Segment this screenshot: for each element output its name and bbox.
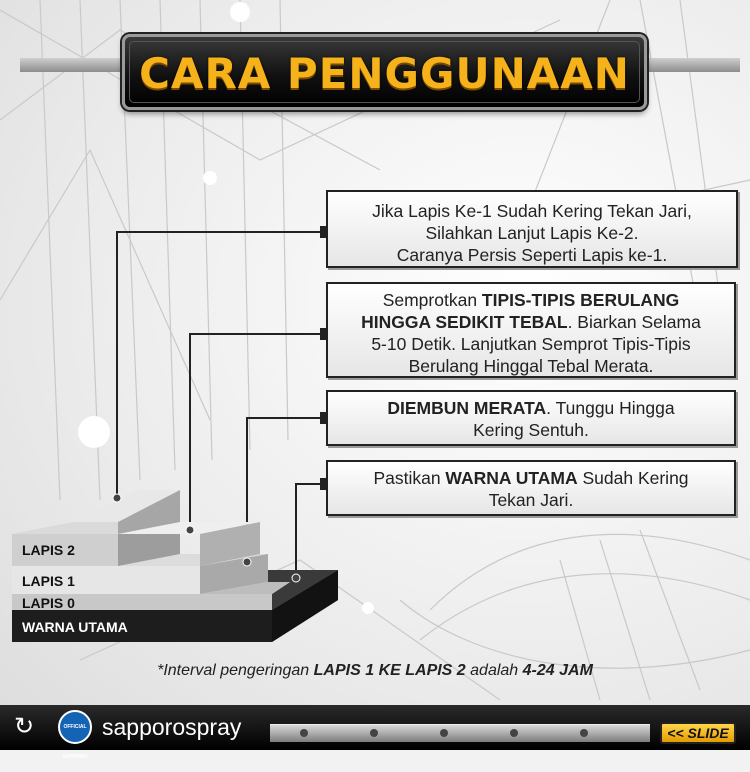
instruction-line: Kering Sentuh.: [473, 420, 589, 440]
rail-bolt: [300, 729, 308, 737]
label-lapis-2: LAPIS 2: [22, 542, 75, 558]
banner-rail-left: [20, 58, 130, 72]
label-warna-utama: WARNA UTAMA: [22, 619, 128, 635]
account-username[interactable]: sapporospray: [102, 714, 242, 740]
instruction-line: [334, 311, 728, 333]
instruction-line: [334, 289, 728, 311]
instruction-line: Berulang Hinggal Tebal Merata.: [408, 356, 654, 376]
avatar-logo-text: OFFICIAL SAPPORO: [62, 724, 88, 760]
instruction-text: Semprotkan: [382, 290, 482, 310]
label-lapis-0: LAPIS 0: [22, 595, 75, 611]
title-banner: [122, 34, 647, 110]
footnote-text: adalah: [465, 662, 523, 679]
instruction-text: . Tunggu Hingga: [546, 398, 675, 418]
drying-interval-note: [0, 662, 750, 680]
instruction-text: Pastikan: [373, 468, 446, 488]
banner-rail-right: [640, 58, 740, 72]
instruction-box-lapis-1: [326, 282, 736, 378]
instruction-emphasis: HINGGA SEDIKIT TEBAL: [361, 312, 568, 332]
rail-bolt: [440, 729, 448, 737]
instruction-line: [334, 397, 728, 419]
slide-button[interactable]: << SLIDE: [660, 722, 736, 744]
instruction-line: Caranya Persis Seperti Lapis ke-1.: [396, 245, 668, 265]
instruction-text: Sudah Kering: [577, 468, 689, 488]
instruction-line: 5-10 Detik. Lanjutkan Semprot Tipis-Tipis: [371, 334, 691, 354]
page-title: CARA PENGGUNAAN: [139, 49, 630, 98]
instruction-box-warna-utama: [326, 460, 736, 516]
instruction-box-lapis-2: [326, 190, 738, 268]
instruction-line: Jika Lapis Ke-1 Sudah Kering Tekan Jari,: [372, 201, 692, 221]
footer-rail: [270, 724, 650, 742]
avatar[interactable]: [58, 710, 92, 760]
instruction-line: [334, 467, 728, 489]
instruction-box-lapis-0: [326, 390, 736, 446]
instruction-emphasis: WARNA UTAMA: [445, 468, 578, 488]
footnote-emphasis: 4-24 JAM: [522, 662, 593, 679]
instruction-line: Tekan Jari.: [488, 490, 574, 510]
instruction-emphasis: DIEMBUN MERATA: [387, 398, 547, 418]
rail-bolt: [580, 729, 588, 737]
repost-icon[interactable]: ↻: [14, 713, 35, 740]
footnote-text: *Interval pengeringan: [157, 662, 314, 679]
label-lapis-1: LAPIS 1: [22, 573, 75, 589]
instruction-line: Silahkan Lanjut Lapis Ke-2.: [425, 223, 639, 243]
footnote-emphasis: LAPIS 1 KE LAPIS 2: [313, 662, 466, 679]
rail-bolt: [370, 729, 378, 737]
instruction-emphasis: TIPIS-TIPIS BERULANG: [481, 290, 680, 310]
instruction-text: . Biarkan Selama: [567, 312, 701, 332]
rail-bolt: [510, 729, 518, 737]
